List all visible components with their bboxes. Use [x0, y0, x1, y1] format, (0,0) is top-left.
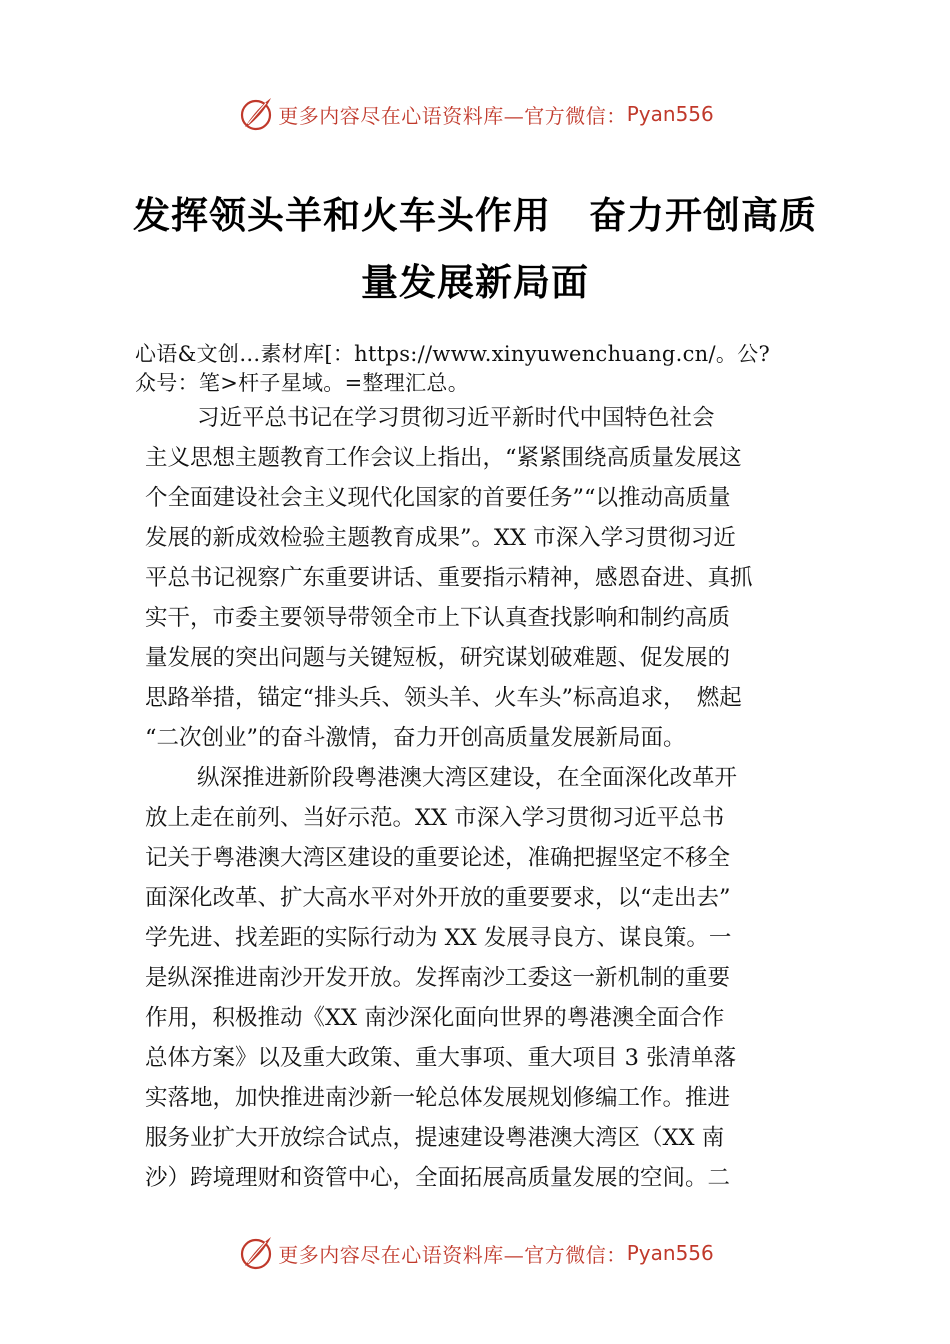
paragraph-line: 学先进、找差距的实际行动为 XX 发展寻良方、谋良策。一 [145, 925, 732, 951]
paragraph-line: 服务业扩大开放综合试点，提速建设粤港澳大湾区（XX 南 [145, 1125, 725, 1151]
paragraph-line: 实落地，加快推进南沙新一轮总体发展规划修编工作。推进 [145, 1085, 731, 1111]
paragraph-line: 个全面建设社会主义现代化国家的首要任务”“以推动高质量 [145, 485, 731, 511]
header-banner [0, 92, 950, 136]
paragraph-1 [145, 398, 815, 758]
paragraph-line: “二次创业”的奋斗激情，奋力开创高质量发展新局面。 [145, 725, 686, 751]
paragraph-line: 记关于粤港澳大湾区建设的重要论述，准确把握坚定不移全 [145, 845, 731, 871]
paragraph-line: 面深化改革、扩大高水平对外开放的重要要求，以“走出去” [145, 885, 731, 911]
paragraph-line: 是纵深推进南沙开发开放。发挥南沙工委这一新机制的重要 [145, 965, 731, 991]
feather-pen-logo-icon [236, 1233, 276, 1273]
paragraph-line: 总体方案》以及重大政策、重大事项、重大项目 3 张清单落 [145, 1045, 737, 1071]
banner-wechat-handle: Pyan556 [626, 102, 714, 126]
source-line-2: 众号：笔>杆子星域。=整理汇总。 [135, 371, 469, 395]
paragraph-line: 量发展的突出问题与关键短板，研究谋划破难题、促发展的 [145, 645, 731, 671]
paragraph-line: 主义思想主题教育工作会议上指出，“紧紧围绕高质量发展这 [145, 445, 742, 471]
footer-banner [0, 1231, 950, 1275]
paragraph-line: 平总书记视察广东重要讲话、重要指示精神，感恩奋进、真抓 [145, 565, 753, 591]
feather-pen-logo-icon [236, 94, 276, 134]
paragraph-line: 放上走在前列、当好示范。XX 市深入学习贯彻习近平总书 [145, 805, 725, 831]
banner-text: 更多内容尽在心语资料库—官方微信： [278, 103, 627, 128]
paragraph-line: 实干，市委主要领导带领全市上下认真查找影响和制约高质 [145, 605, 731, 631]
banner-wechat-handle: Pyan556 [626, 1241, 714, 1265]
document-title-line-1: 发挥领头羊和火车头作用 奋力开创高质 [133, 193, 817, 237]
paragraph-line: 思路举措，锚定“排头兵、领头羊、火车头”标高追求， 燃起 [145, 685, 742, 711]
document-title-line-2: 量发展新局面 [361, 260, 589, 304]
paragraph-line: 纵深推进新阶段粤港澳大湾区建设，在全面深化改革开 [197, 765, 738, 791]
paragraph-line: 沙）跨境理财和资管中心，全面拓展高质量发展的空间。二 [145, 1165, 731, 1191]
paragraph-line: 发展的新成效检验主题教育成果”。XX 市深入学习贯彻习近 [145, 525, 736, 551]
source-note [135, 340, 835, 398]
paragraph-line: 作用，积极推动《XX 南沙深化面向世界的粤港澳全面合作 [145, 1005, 725, 1031]
source-line-1: 心语&文创…素材库[：https://www.xinyuwenchuang.cn/。公? [135, 342, 771, 366]
banner-text: 更多内容尽在心语资料库—官方微信： [278, 1242, 627, 1267]
paragraph-line: 习近平总书记在学习贯彻习近平新时代中国特色社会 [197, 405, 715, 431]
paragraph-2 [145, 758, 815, 1198]
